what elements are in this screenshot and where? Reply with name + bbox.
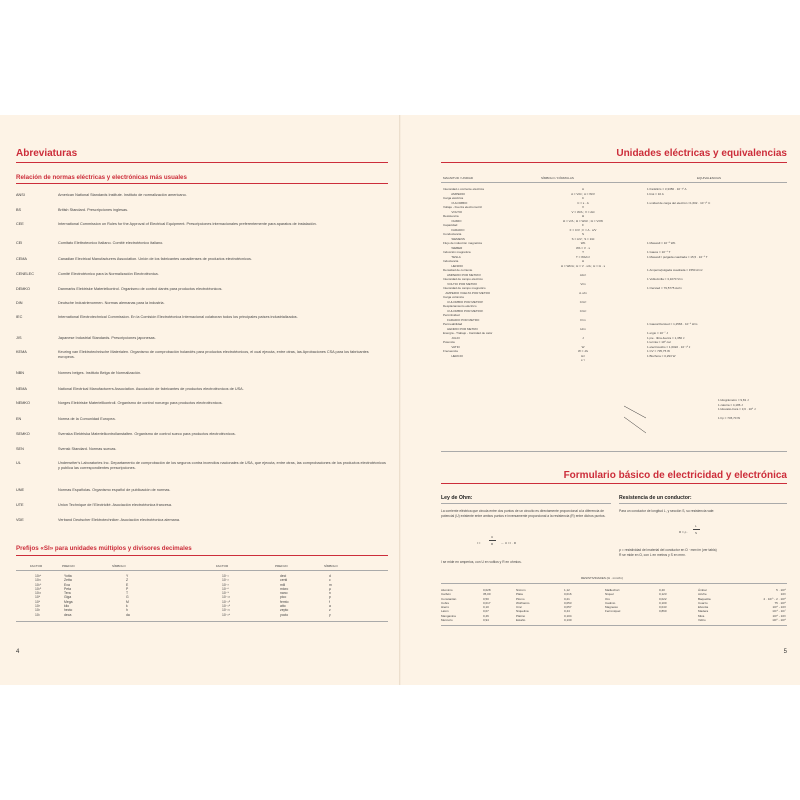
- units-header-equiv: EQUIVALENCIAS: [697, 176, 721, 180]
- abbr-code: SEMKO: [16, 432, 30, 436]
- title-rule: [16, 162, 388, 163]
- abbr-desc: Svenska Elektriska Materielkontrollanstalten. Organismo de control sueco para productos electrotécnicos.: [58, 432, 236, 436]
- abbr-code: DEMKO: [16, 287, 30, 291]
- units-symbols: A A = V/Ω ; A = W/V C C = s · A V V = W/A ; V = AΩ Ω Ω = V/A ; Ω = W/A² ; Ω = V²/W F F = C/V ; F = A · s/V S S = A/V ; S = 1/Ω Wb Wb = V · s T T = Wb/m² H H = Wb/A ; H = V · s/A ; H = Ω · s A/m² V/m A·v/m C/m³ C/m² F/m H/m J W W = J/s Hz s⁻¹: [560, 187, 606, 362]
- resist-note-units: R se mide en Ω, con L en metros y S en mm².: [619, 553, 686, 557]
- resistividades-title: RESISTIVIDADES (Ω · mm²/m): [581, 576, 623, 580]
- units-equivalences: 1 franklin/s = 3,3356 · 10⁻¹⁰ A 1 biot = 10 A 1 unidad de carga del electrón =1,602 · 10⁻¹⁹ C 1 Maxwell = 10⁻⁸ Wb 1 Gauss = 10⁻⁴ T 1 Maxwell / pulgada cuadrada = 15,5 · 10⁻⁶ T 1 Amperio/pulgada cuadrada = 1550 A/m² 1 Voltio/milla = 3,1070 V/m 1 Oersted = 79,5775 Av/m 1 Gauss/Oersted = 1,2566 · 10⁻⁶ H/m 1 ergio = 10⁻⁷ J 1 pie · libra-fuerza = 1,356 J 1 termia = 10⁶ cal 1 electrovoltio = 1,6022 · 10⁻¹⁹ J 1 CV = 735,75 W 1 Btu/hora = 0,293 W: [647, 187, 711, 358]
- left-page: [0, 115, 400, 685]
- ohm-formula-left: I =: [477, 541, 481, 545]
- resist-title: Resistencia de un conductor:: [619, 495, 692, 501]
- prefix-names-col2: deci centi mili micro nano pico femto atto zepto yocto: [280, 574, 289, 617]
- ohm-fraction-bar: [489, 540, 496, 541]
- abbr-code: CEMA: [16, 257, 27, 261]
- resist-formula-left: R = ρ ·: [679, 530, 689, 534]
- unidades-title: Unidades eléctricas y equivalencias: [616, 148, 787, 159]
- prefix-header-symbol: SÍMBOLO: [112, 564, 126, 568]
- units-header-symbol: SÍMBOLO / FÓRMULAS: [541, 176, 574, 180]
- prefix-header-factor: FACTOR: [216, 564, 229, 568]
- ohm-formula-right: ⇔ U = I · R: [501, 541, 517, 545]
- prefix-header-prefix: PREFIJO: [62, 564, 75, 568]
- abbr-desc: American National Standards Institute. Instituto de normalización americano.: [58, 193, 187, 197]
- abbr-desc: Union Technique de l'Electricité. Asociación electrotécnica francesa.: [58, 503, 172, 507]
- table-rule: [16, 621, 388, 622]
- abbr-code: JIS: [16, 336, 22, 340]
- abbr-desc: Deutsche Industrienormen. Normas alemanas para la industria.: [58, 301, 165, 305]
- abbr-desc: Canadian Electrical Manufacturers Association. Unión de los fabricantes canadienses de productos electrotécnicos.: [58, 257, 252, 261]
- ohm-formula-den: R: [491, 542, 494, 546]
- right-page: [401, 115, 800, 685]
- normas-section-title: Relación de normas eléctricas y electrónicas más usuales: [16, 174, 187, 181]
- abbr-code: BS: [16, 208, 22, 212]
- abbr-desc: Comité Electrotécnico para la Normalización Electrotécnica.: [58, 272, 159, 276]
- abbr-desc: International Commission on Rules for the Approval of Electrical Equipment. Prescripciones internacionales preferentemente para aparatos de instalación.: [58, 222, 317, 226]
- abbr-code: KEMA: [16, 350, 27, 354]
- abbr-code: UNE: [16, 488, 25, 492]
- ohm-note: I se mide en amperios, con U en voltios y R en ohmios.: [441, 560, 522, 564]
- abbr-desc: Japanese Industrial Standards. Prescripciones japonesas.: [58, 336, 156, 340]
- abbr-desc: Underwriter's Laboratories Inc. Departamento de comprobación de los seguros contra incendios nacionales de USA, que ejecuta, entre otras, las comprobaciones de los productos electrotécnicos y publica las correspondientes prescripciones.: [58, 461, 386, 470]
- resist-formula-den: S: [695, 531, 698, 535]
- abbr-desc: Keuring van Elektrotechnische Materialen. Organismo de comprobación holandés para productos electrotécnicos, el cual ejecuta, entre otras, las Aprobaciones CSA para los fabricantes europeos.: [58, 350, 369, 359]
- prefix-symbols-col1: Y Z E P T G M k h da: [126, 574, 130, 617]
- prefix-factors-col2: 10⁻¹ 10⁻² 10⁻³ 10⁻⁶ 10⁻⁹ 10⁻¹² 10⁻¹⁵ 10⁻¹⁸ 10⁻²¹ 10⁻²⁴: [222, 574, 231, 617]
- units-magnitudes: Intensidad o corriente eléctrica AMPERIO Carga eléctrica CULOMBIO Voltaje - Fuerza electromotriz VOLTIO Resistencia OHMIO Capacidad FARADIO Conductancia SIEMENS Flujo de inducción magnética WEBER Inducción magnética TESLA Inductancia HENRIO Densidad de corriente AMPERIO POR METRO² Intensidad de campo eléctrico VOLTIO POR METRO Intensidad de campo magnético AMPERIO VUELTA POR METRO Carga volúmica CULOMBIO POR METRO³ Desplazamiento eléctrico CULOMBIO POR METRO² Permitividad FARADIO POR METRO Permeabilidad HENRIO POR METRO Energía - Trabajo - Cantidad de calor JULIO Potencia VATIO Frecuencia HERCIO: [443, 187, 493, 358]
- prefix-factors-col1: 10²⁴ 10²¹ 10¹⁸ 10¹⁵ 10¹² 10⁹ 10⁶ 10³ 10² 10¹: [35, 574, 42, 617]
- resist-formula-num: L: [695, 524, 697, 528]
- title-rule: [441, 162, 787, 163]
- abbr-code: EN: [16, 417, 22, 421]
- formulario-title: Formulario básico de electricidad y electrónica: [563, 470, 787, 481]
- table-rule: [16, 570, 388, 571]
- resistivity-names-2: Nicrom Plata Plomo Wolframio Cinc Niquelina Platino Estaño: [516, 588, 530, 623]
- abbr-desc: Danmarks Elektriske Materielkontrol. Organismo de control danés para productos electrotécnicos.: [58, 287, 223, 291]
- abbr-desc: British Standard. Prescripciones inglesas.: [58, 208, 129, 212]
- arrows-graphic: [623, 405, 647, 439]
- abbr-desc: Verband Deutscher Elektrotechniker. Asociación electrotécnica alemana.: [58, 518, 180, 522]
- abbr-code: NEMKO: [16, 401, 30, 405]
- prefijos-section-title: Prefijos «SI» para unidades múltiplos y divisores decimales: [16, 545, 192, 552]
- table-rule: [441, 583, 787, 584]
- abbr-desc: Norges Elektriske Materiellkontroll. Organismo de control noruego para productos electrotécnicos.: [58, 401, 223, 405]
- units-equivalences-right: 1 kilográmetro = 9,81 J 1 caloría = 4,186 J 1 kilovatio-hora = 3,6 · 10⁶ J 1 hp = 745,70 W: [718, 398, 756, 420]
- abbr-code: IEC: [16, 315, 23, 319]
- abbr-code: DIN: [16, 301, 23, 305]
- abbr-desc: Norma de la Comunidad Europea.: [58, 417, 116, 421]
- abbr-desc: Comitato Elettrotecnico Italiano. Comité electrotécnico italiano.: [58, 241, 164, 245]
- resistivity-values-3: 0,40 0,123 0,022 0,100 0,043 0,860: [659, 588, 667, 614]
- abreviaturas-title: Abreviaturas: [16, 148, 78, 159]
- resist-text: Para un conductor de longitud L, y sección S, su resistencia vale:: [619, 509, 715, 513]
- resist-fraction-bar: [693, 529, 700, 530]
- prefix-header-factor: FACTOR: [30, 564, 43, 568]
- prefix-names-col1: Yotta Zetta Exa Peta Tera Giga Mega kilo hecto deca: [64, 574, 73, 617]
- prefix-header-symbol: SÍMBOLO: [324, 564, 338, 568]
- ohm-formula-num: U: [491, 535, 494, 539]
- abbr-code: NEMA: [16, 387, 27, 391]
- abbr-desc: Svensk Standard. Normas suecas.: [58, 447, 117, 451]
- resistivity-values-1: 0,028 35,00 0,50 0,017 0,10 0,07 0,46 0,94: [483, 588, 491, 623]
- table-rule: [441, 182, 787, 183]
- resist-rule: [619, 503, 787, 504]
- ohm-title: Ley de Ohm:: [441, 495, 473, 501]
- page-number: 4: [16, 649, 20, 655]
- abbr-desc: Normas Españolas. Organismo español de publicación de normas.: [58, 488, 171, 492]
- abbr-desc: Normes belges. Instituto Belga de Normalización.: [58, 371, 142, 375]
- section-rule: [16, 183, 388, 184]
- section-rule: [16, 555, 388, 556]
- resist-note-rho: ρ = resistividad del material del conductor en Ω · mm²/m (ver tabla): [619, 548, 717, 552]
- prefix-header-prefix: PREFIJO: [275, 564, 288, 568]
- ohm-rule: [441, 503, 611, 504]
- abbr-code: CEE: [16, 222, 24, 226]
- abbr-desc: National Electrical Manufacturers Association. Asociación de fabricantes de productos electrotécnicos de USA.: [58, 387, 244, 391]
- abbr-code: SEN: [16, 447, 24, 451]
- resistivity-names-1: Aluminio Carbón Constantán Cobre Hierro Latón Manganina Mercurio: [441, 588, 457, 623]
- abbr-code: VDE: [16, 518, 24, 522]
- resistivity-values-2: 1,12 0,016 0,21 0,053 0,057 0,44 0,104 0,130: [564, 588, 572, 623]
- page-number: 5: [783, 649, 787, 655]
- prefix-symbols-col2: d c m μ n p f a z y: [329, 574, 332, 617]
- resistivity-names-3: Maillechort Níquel Oro Cadmio Magnesio Ferroníquel: [605, 588, 621, 614]
- book-spread: [0, 115, 800, 685]
- abbr-code: UTE: [16, 503, 24, 507]
- units-header-magnitude: MAGNITUD / UNIDAD: [443, 176, 473, 180]
- abbr-code: ANSI: [16, 193, 25, 197]
- resistivity-values-4: 5 · 10²⁰ 10²¹ 2 · 10¹⁹ - 2 · 10²⁰ 75 · 10²⁰ 10²⁰ - 10²² 10¹⁴ - 10¹⁷ 10²⁰ - 10²¹ 10¹⁶ - 10²⁰: [763, 588, 786, 623]
- ohm-text: La corriente eléctrica que circula entre dos puntos de un circuito es directamente proporcional a la diferencia de potencial (U) existente entre ambos puntos e inversamente proporcional a la resistencia (R) entre dichos puntos.: [441, 509, 606, 518]
- table-rule: [441, 451, 787, 452]
- table-rule: [441, 625, 787, 626]
- abbr-code: UL: [16, 461, 21, 465]
- abbr-code: CEI: [16, 241, 23, 245]
- resistivity-names-4: Ámbar Azufre Baquelita Cuarzo Ebonita Madera Mica Vidrio: [698, 588, 711, 623]
- abbr-code: CENELEC: [16, 272, 34, 276]
- title-rule: [441, 483, 787, 484]
- abbr-code: NBN: [16, 371, 25, 375]
- abbr-desc: International Electrotechnical Commission. En la Comisión Electrotécnica Internacional colaboran todos los principales países industrializados.: [58, 315, 298, 319]
